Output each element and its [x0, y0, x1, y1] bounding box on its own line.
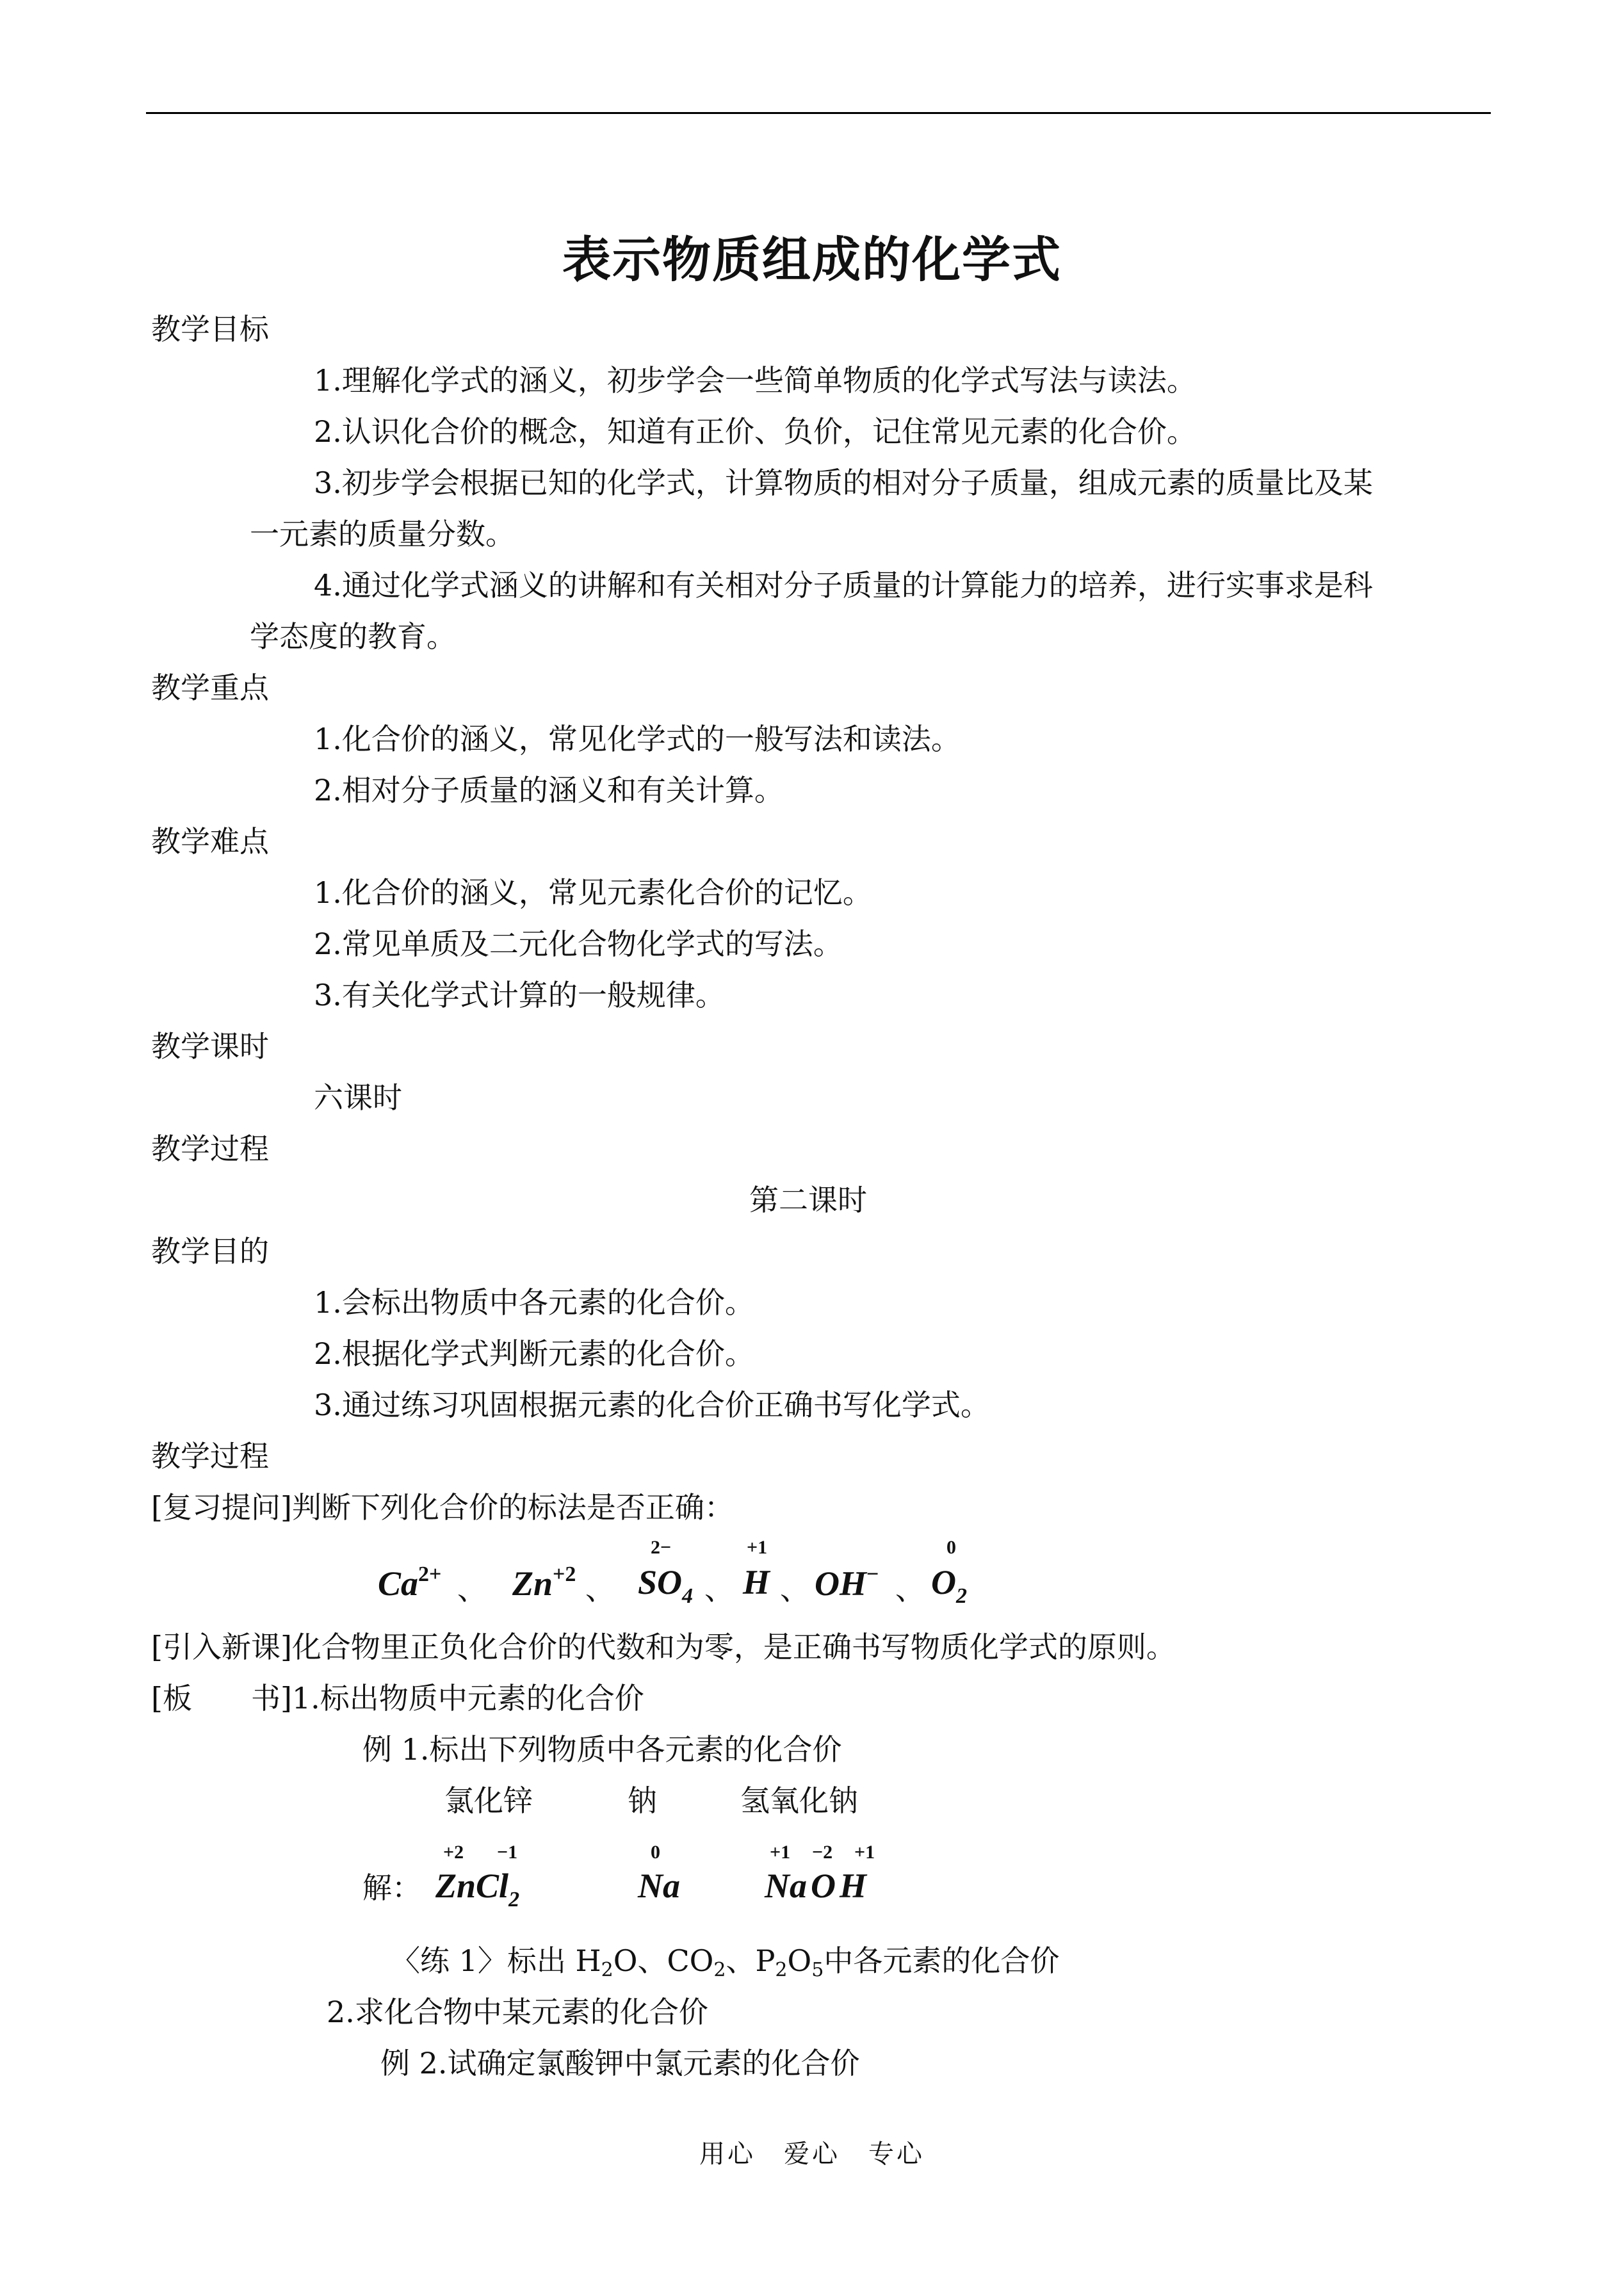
objective-item-continued: 一元素的质量分数。: [250, 517, 515, 551]
objectives-heading: 教学目标: [151, 312, 269, 346]
formula-h: H: [743, 1563, 770, 1602]
charge-na: 0: [651, 1842, 660, 1863]
lesson-title: 第二课时: [749, 1183, 867, 1217]
charge-naoh-h: +1: [854, 1842, 875, 1863]
charge-o2: 0: [946, 1537, 956, 1558]
aim-item: 2.根据化学式判断元素的化合价。: [314, 1336, 754, 1371]
objective-item: 3.初步学会根据已知的化学式，计算物质的相对分子质量，组成元素的质量比及某: [314, 466, 1373, 500]
charge-naoh-o: −2: [812, 1842, 833, 1863]
charge-so4: 2−: [651, 1537, 672, 1558]
separator: 、: [895, 1572, 925, 1607]
formula-so4: $SO_4$: [638, 1563, 694, 1608]
header-rule: [146, 112, 1491, 114]
separator: 、: [585, 1572, 615, 1607]
charge-cl: −1: [497, 1842, 518, 1863]
board-note: [板 书]1.标出物质中元素的化合价: [151, 1681, 644, 1715]
key-points-heading: 教学重点: [151, 670, 269, 705]
aim-item: 3.通过练习巩固根据元素的化合价正确书写化学式。: [314, 1388, 990, 1422]
objective-item: 2.认识化合价的概念，知道有正价、负价，记住常见元素的化合价。: [314, 414, 1196, 449]
aims-heading: 教学目的: [151, 1234, 269, 1269]
formula-zncl2: ZnCl$_2$: [435, 1867, 520, 1911]
formula-na: Na: [638, 1867, 680, 1905]
charge-h: +1: [747, 1537, 768, 1558]
intro-new-lesson: [引入新课]化合物里正负化合价的代数和为零，是正确书写物质化学式的原则。: [151, 1630, 1176, 1664]
practice-1: 〈练 1〉标出 H2O、CO2、P2O5中各元素的化合价: [391, 1943, 1060, 1981]
formula-zn: $Zn^{+2}$: [512, 1562, 576, 1603]
board-item-2: 2.求化合物中某元素的化合价: [327, 1995, 708, 2029]
key-point-item: 1.化合价的涵义，常见化学式的一般写法和读法。: [314, 722, 961, 756]
difficult-point-item: 3.有关化学式计算的一般规律。: [314, 978, 725, 1012]
formula-o2: $O_2$: [931, 1563, 967, 1608]
page-footer: 用心 爱心 专心: [699, 2139, 925, 2169]
difficult-points-heading: 教学难点: [151, 824, 269, 859]
substance-sodium-hydroxide: 氢氧化钠: [740, 1783, 858, 1818]
substance-sodium: 钠: [628, 1783, 657, 1818]
answer-label: 解：: [362, 1870, 421, 1905]
substance-zinc-chloride: 氯化锌: [444, 1783, 533, 1818]
example-1: 例 1.标出下列物质中各元素的化合价: [362, 1732, 842, 1767]
charge-naoh-na: +1: [770, 1842, 791, 1863]
separator: 、: [457, 1572, 487, 1607]
separator: 、: [704, 1572, 734, 1607]
formula-oh: OH−: [815, 1562, 879, 1603]
separator: 、: [780, 1572, 809, 1607]
objective-item: 4.通过化学式涵义的讲解和有关相对分子质量的计算能力的培养，进行实事求是科: [314, 568, 1373, 603]
hours-heading: 教学课时: [151, 1029, 269, 1064]
charge-zn: +2: [443, 1842, 464, 1863]
review-question: [复习提问]判断下列化合价的标法是否正确：: [151, 1490, 734, 1525]
document-title: 表示物质组成的化学式: [562, 231, 1062, 288]
process-heading: 教学过程: [151, 1131, 269, 1166]
objective-item-continued: 学态度的教育。: [250, 619, 456, 654]
formula-ca: $Ca^{2+}$: [378, 1562, 442, 1603]
difficult-point-item: 1.化合价的涵义，常见元素化合价的记忆。: [314, 875, 872, 910]
objective-item: 1.理解化学式的涵义，初步学会一些简单物质的化学式写法与读法。: [314, 363, 1196, 398]
formula-naoh: Na O H: [765, 1867, 867, 1905]
example-2: 例 2.试确定氯酸钾中氯元素的化合价: [380, 2046, 860, 2080]
key-point-item: 2.相对分子质量的涵义和有关计算。: [314, 773, 784, 807]
difficult-point-item: 2.常见单质及二元化合物化学式的写法。: [314, 927, 843, 961]
process-heading-2: 教学过程: [151, 1439, 269, 1473]
aim-item: 1.会标出物质中各元素的化合价。: [314, 1285, 754, 1320]
hours-value: 六课时: [314, 1080, 402, 1115]
